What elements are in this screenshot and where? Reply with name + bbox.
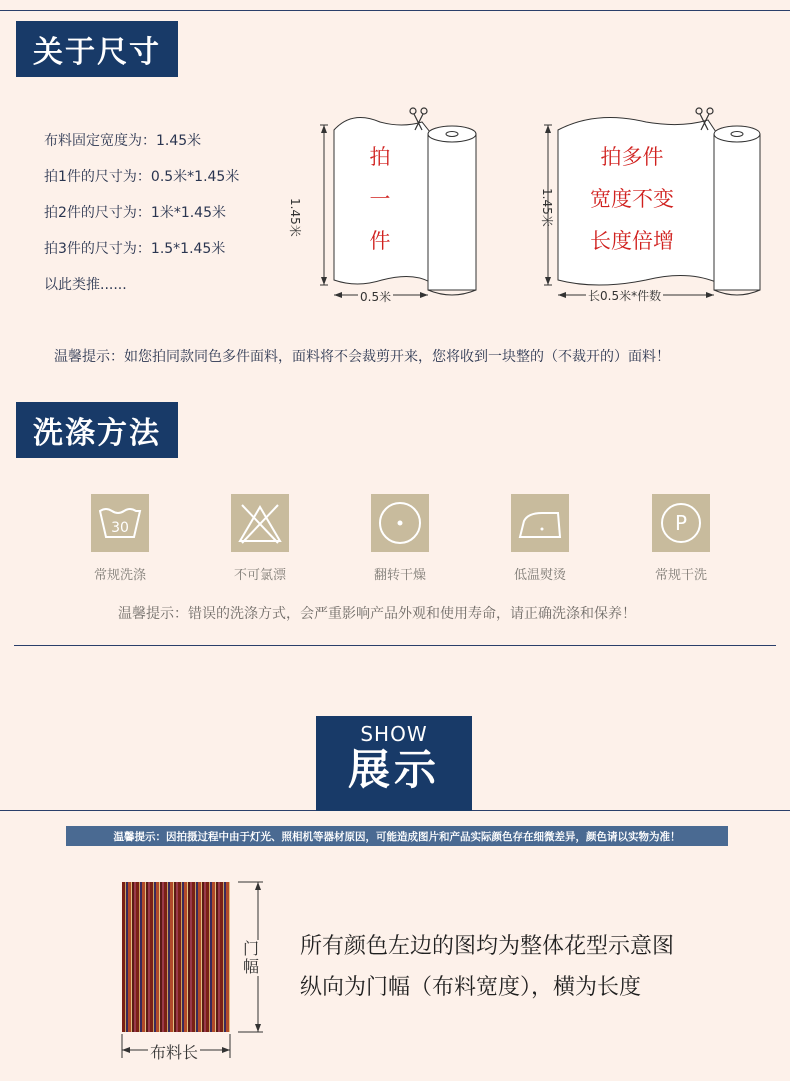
wash-bottom-divider [14, 645, 776, 646]
roll-many-line: 长度倍增 [590, 229, 674, 253]
low-iron-label: 低温熨烫 [513, 568, 566, 583]
spec-line-one: 拍1件的尺寸为：0.5米*1.45米 [44, 169, 240, 185]
roll-one-line: 拍 [369, 145, 391, 169]
roll-many-text [570, 136, 694, 262]
top-divider [0, 10, 790, 11]
show-heading [316, 716, 472, 811]
description-line-1: 所有颜色左边的图均为整体花型示意图 [300, 934, 675, 959]
roll-many-width-label: 长0.5米*件数 [588, 289, 662, 303]
roll-one-width-label: 0.5米 [360, 290, 392, 304]
fabric-length-label: 布料长 [148, 1040, 200, 1063]
size-section-heading: 关于尺寸 [16, 21, 178, 77]
show-heading-en: SHOW [360, 722, 428, 746]
wash-temp-text: 30 [111, 520, 129, 536]
dry-clean-letter: P [674, 511, 688, 535]
spec-line-two: 拍2件的尺寸为：1米*1.45米 [44, 205, 226, 221]
tumble-dry-icon [371, 494, 429, 552]
wash-section-heading: 洗涤方法 [16, 402, 178, 458]
spec-line-three: 拍3件的尺寸为：1.5*1.45米 [44, 241, 226, 257]
roll-one-text [356, 136, 404, 262]
roll-many-line: 宽度不变 [590, 187, 674, 211]
dry-clean-label: 常规干洗 [654, 568, 707, 583]
spec-line-width: 布料固定宽度为：1.45米 [44, 133, 202, 149]
wash-tip: 温馨提示：错误的洗涤方式，会严重影响产品外观和使用寿命，请正确洗涤和保养！ [118, 606, 636, 622]
low-iron-icon [511, 494, 569, 552]
wash-label: 常规洗涤 [93, 568, 146, 583]
color-notice-bar: 温馨提示：因拍摄过程中由于灯光、照相机等器材原因，可能造成图片和产品实际颜色存在细微差异，颜色请以实物为准！ [66, 826, 728, 846]
no-bleach-label: 不可氯漂 [233, 568, 286, 583]
no-bleach-icon [231, 494, 289, 552]
roll-one-height-label: 1.45米 [288, 198, 302, 237]
size-tip: 温馨提示：如您拍同款同色多件面料，面料将不会裁剪开来，您将收到一块整的（不裁开的）面料！ [54, 349, 670, 365]
fabric-height-label: 门幅 [242, 939, 259, 976]
description-line-2: 纵向为门幅（布料宽度），横为长度 [300, 975, 642, 1000]
roll-one-line: 一 [369, 187, 391, 211]
roll-one-line: 件 [369, 229, 391, 253]
wash-30-icon [91, 494, 149, 552]
roll-many-line: 拍多件 [600, 145, 664, 169]
spec-line-etc: 以此类推...... [44, 277, 127, 293]
dry-clean-icon [652, 494, 710, 552]
tumble-dry-label: 翻转干燥 [373, 568, 426, 583]
roll-many-height-label: 1.45米 [540, 188, 554, 227]
show-heading-cn: 展示 [347, 745, 440, 794]
